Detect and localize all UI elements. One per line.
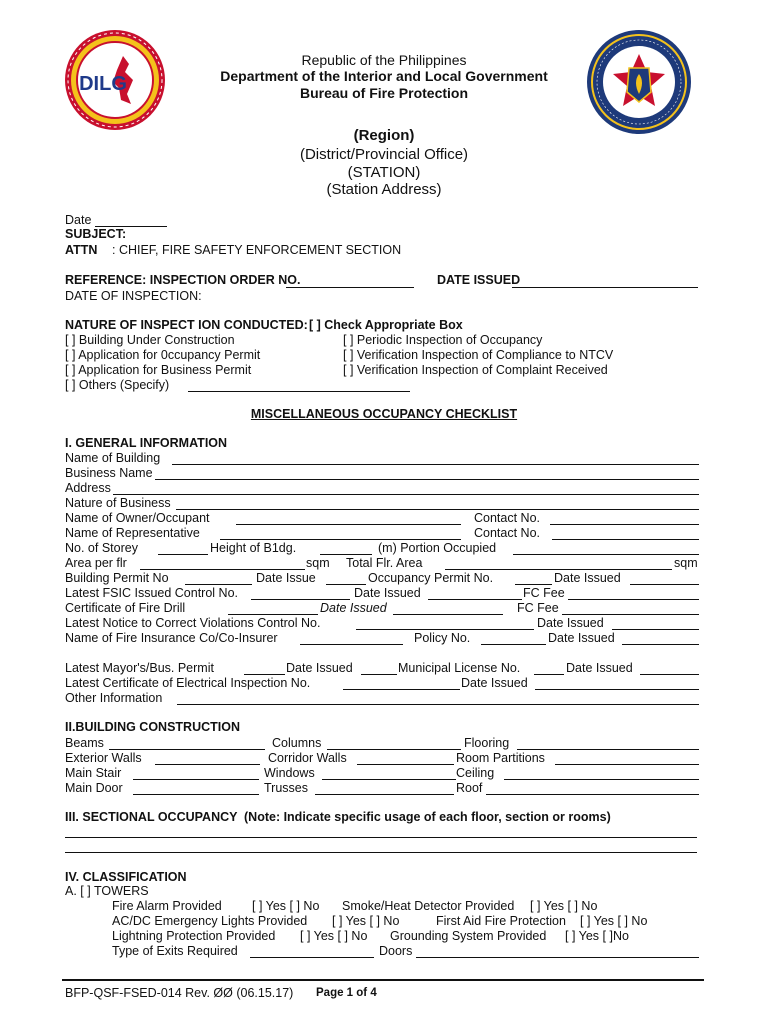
emergency-lights-options[interactable]: [ ] Yes [ ] No — [332, 914, 400, 928]
nature-building-under-construction[interactable]: [ ] Building Under Construction — [65, 333, 235, 347]
name-of-building-label: Name of Building — [65, 451, 161, 465]
classification-title: IV. CLASSIFICATION — [65, 870, 187, 884]
fsic-line[interactable] — [251, 599, 350, 600]
columns-label: Columns — [272, 736, 322, 750]
sectional-line-2[interactable] — [65, 852, 697, 853]
date-issued-label: DATE ISSUED — [437, 273, 521, 287]
smoke-detector-label: Smoke/Heat Detector Provided — [342, 899, 515, 913]
construction-title: II.BUILDING CONSTRUCTION — [65, 720, 240, 734]
nature-others[interactable]: [ ] Others (Specify) — [65, 378, 170, 392]
corridor-walls-line[interactable] — [357, 764, 454, 765]
fsic-label: Latest FSIC Issued Control No. — [65, 586, 238, 600]
nature-check-note: [ ] Check Appropriate Box — [309, 318, 463, 332]
roof-line[interactable] — [486, 794, 699, 795]
fsic-date-issued-line[interactable] — [428, 599, 522, 600]
fire-drill-label: Certificate of Fire Drill — [65, 601, 186, 615]
municipal-label: Municipal License No. — [398, 661, 521, 675]
attn-value: : CHIEF, FIRE SAFETY ENFORCEMENT SECTION — [112, 243, 402, 257]
owner-contact-label: Contact No. — [474, 511, 541, 525]
policy-line[interactable] — [481, 644, 546, 645]
nature-title: NATURE OF INSPECT ION CONDUCTED: — [65, 318, 308, 332]
total-flr-label: Total Flr. Area — [346, 556, 423, 570]
towers-option[interactable]: A. [ ] TOWERS — [65, 884, 149, 898]
fsic-fc-fee-label: FC Fee — [523, 586, 565, 600]
first-aid-options[interactable]: [ ] Yes [ ] No — [580, 914, 648, 928]
representative-label: Name of Representative — [65, 526, 200, 540]
storey-line[interactable] — [158, 554, 208, 555]
footer-rule — [62, 979, 704, 981]
header-office: (District/Provincial Office) — [299, 146, 469, 163]
date-label: Date — [65, 213, 92, 227]
page-number: Page 1 of 4 — [316, 987, 377, 999]
dilg-logo-text: DILG — [79, 73, 127, 95]
header-department: Department of the Interior and Local Government — [220, 68, 548, 84]
other-info-label: Other Information — [65, 691, 163, 705]
electrical-line[interactable] — [343, 689, 460, 690]
bldg-permit-label: Building Permit No — [65, 571, 169, 585]
exterior-walls-label: Exterior Walls — [65, 751, 142, 765]
business-name-line[interactable] — [155, 479, 699, 480]
emergency-lights-label: AC/DC Emergency Lights Provided — [112, 914, 308, 928]
checklist-title: MISCELLANEOUS OCCUPANCY CHECKLIST — [250, 407, 518, 421]
main-stair-label: Main Stair — [65, 766, 122, 780]
date-issued-line[interactable] — [512, 287, 698, 288]
windows-line[interactable] — [322, 779, 456, 780]
municipal-line[interactable] — [534, 674, 564, 675]
nature-of-business-line[interactable] — [176, 509, 699, 510]
fire-alarm-label: Fire Alarm Provided — [112, 899, 222, 913]
header-address: (Station Address) — [326, 181, 442, 198]
general-info-title: I. GENERAL INFORMATION — [65, 436, 228, 450]
fsic-fc-fee-line[interactable] — [568, 599, 699, 600]
ceiling-line[interactable] — [504, 779, 699, 780]
date-of-inspection-label: DATE OF INSPECTION: — [65, 289, 202, 303]
policy-date-issued-label: Date Issued — [548, 631, 615, 645]
bldg-permit-line[interactable] — [185, 584, 252, 585]
mayors-permit-label: Latest Mayor's/Bus. Permit — [65, 661, 214, 675]
owner-label: Name of Owner/Occupant — [65, 511, 210, 525]
reference-label: REFERENCE: INSPECTION ORDER NO. — [65, 273, 301, 287]
bldg-date-issue-label: Date Issue — [256, 571, 316, 585]
windows-label: Windows — [264, 766, 315, 780]
occ-date-issued-label: Date Issued — [554, 571, 621, 585]
fire-alarm-options[interactable]: [ ] Yes [ ] No — [252, 899, 320, 913]
notice-line[interactable] — [356, 629, 534, 630]
nature-of-business-label: Nature of Business — [65, 496, 171, 510]
portion-label: (m) Portion Occupied — [378, 541, 497, 555]
exits-line[interactable] — [250, 957, 374, 958]
insurer-line[interactable] — [300, 644, 403, 645]
header-region: (Region) — [353, 127, 415, 144]
flooring-label: Flooring — [464, 736, 510, 750]
others-specify-line[interactable] — [188, 391, 410, 392]
sectional-line-1[interactable] — [65, 837, 697, 838]
occ-permit-line[interactable] — [515, 584, 552, 585]
trusses-label: Trusses — [264, 781, 308, 795]
header-republic: Republic of the Philippines — [301, 52, 467, 68]
drill-date-issued-line[interactable] — [393, 614, 503, 615]
nature-periodic-inspection[interactable]: [ ] Periodic Inspection of Occupancy — [343, 333, 543, 347]
area-per-flr-line[interactable] — [140, 569, 305, 570]
smoke-detector-options[interactable]: [ ] Yes [ ] No — [530, 899, 598, 913]
owner-line[interactable] — [236, 524, 461, 525]
address-label: Address — [65, 481, 111, 495]
flooring-line[interactable] — [517, 749, 699, 750]
electrical-date-issued-label: Date Issued — [461, 676, 528, 690]
electrical-date-issued-line[interactable] — [535, 689, 699, 690]
municipal-date-issued-label: Date Issued — [566, 661, 633, 675]
representative-contact-label: Contact No. — [474, 526, 541, 540]
address-line[interactable] — [113, 494, 699, 495]
roof-label: Roof — [456, 781, 483, 795]
beams-line[interactable] — [109, 749, 265, 750]
header-station: (STATION) — [347, 164, 421, 181]
form-code: BFP-QSF-FSED-014 Rev. ØØ (06.15.17) — [65, 986, 294, 1000]
room-partitions-line[interactable] — [555, 764, 699, 765]
main-stair-line[interactable] — [133, 779, 259, 780]
business-name-label: Business Name — [65, 466, 153, 480]
mayors-date-issued-line[interactable] — [361, 674, 397, 675]
sectional-note: (Note: Indicate specific usage of each floor, section or rooms) — [244, 810, 611, 824]
policy-label: Policy No. — [414, 631, 471, 645]
drill-date-issued-label: Date Issued — [320, 601, 387, 615]
storey-label: No. of Storey — [65, 541, 138, 555]
lightning-options[interactable]: [ ] Yes [ ] No — [300, 929, 368, 943]
municipal-date-issued-line[interactable] — [640, 674, 699, 675]
corridor-walls-label: Corridor Walls — [268, 751, 347, 765]
ceiling-label: Ceiling — [456, 766, 495, 780]
grounding-label: Grounding System Provided — [390, 929, 547, 943]
fire-drill-line[interactable] — [228, 614, 318, 615]
height-line[interactable] — [320, 554, 372, 555]
drill-fc-fee-line[interactable] — [562, 614, 699, 615]
other-info-line[interactable] — [177, 704, 699, 705]
subject-label: SUBJECT: — [65, 227, 127, 241]
owner-contact-line[interactable] — [550, 524, 699, 525]
doors-label: Doors — [379, 944, 413, 958]
representative-contact-line[interactable] — [552, 539, 699, 540]
room-partitions-label: Room Partitions — [456, 751, 545, 765]
beams-label: Beams — [65, 736, 104, 750]
mayors-permit-line[interactable] — [244, 674, 285, 675]
attn-label: ATTN — [65, 243, 98, 257]
nature-verification-complaint[interactable]: [ ] Verification Inspection of Complaint Received — [343, 363, 608, 377]
notice-date-issued-label: Date Issued — [537, 616, 604, 630]
insurer-label: Name of Fire Insurance Co/Co-Insurer — [65, 631, 278, 645]
exits-label: Type of Exits Required — [112, 944, 238, 958]
sectional-title: III. SECTIONAL OCCUPANCY — [65, 810, 238, 824]
electrical-label: Latest Certificate of Electrical Inspection No. — [65, 676, 311, 690]
fsic-date-issued-label: Date Issued — [354, 586, 421, 600]
total-sqm-label: sqm — [674, 556, 698, 570]
drill-fc-fee-label: FC Fee — [517, 601, 559, 615]
representative-line[interactable] — [220, 539, 461, 540]
grounding-options[interactable]: [ ] Yes [ ]No — [565, 929, 629, 943]
nature-occupancy-permit[interactable]: [ ] Application for 0ccupancy Permit — [65, 348, 261, 362]
occ-date-issued-line[interactable] — [630, 584, 699, 585]
bldg-date-issue-line[interactable] — [326, 584, 366, 585]
columns-line[interactable] — [327, 749, 461, 750]
header-bureau: Bureau of Fire Protection — [299, 85, 469, 101]
main-door-label: Main Door — [65, 781, 123, 795]
policy-date-issued-line[interactable] — [622, 644, 699, 645]
name-of-building-line[interactable] — [172, 464, 699, 465]
nature-business-permit[interactable]: [ ] Application for Business Permit — [65, 363, 252, 377]
first-aid-label: First Aid Fire Protection — [436, 914, 566, 928]
total-flr-line[interactable] — [445, 569, 672, 570]
portion-line[interactable] — [513, 554, 699, 555]
main-door-line[interactable] — [133, 794, 259, 795]
height-label: Height of B1dg. — [210, 541, 297, 555]
doors-line[interactable] — [416, 957, 699, 958]
notice-date-issued-line[interactable] — [612, 629, 699, 630]
nature-verification-ntcv[interactable]: [ ] Verification Inspection of Compliance to NTCV — [343, 348, 614, 362]
area-sqm-label: sqm — [306, 556, 330, 570]
occ-permit-label: Occupancy Permit No. — [368, 571, 494, 585]
mayors-date-issued-label: Date Issued — [286, 661, 353, 675]
lightning-label: Lightning Protection Provided — [112, 929, 276, 943]
trusses-line[interactable] — [315, 794, 454, 795]
notice-label: Latest Notice to Correct Violations Control No. — [65, 616, 321, 630]
exterior-walls-line[interactable] — [155, 764, 260, 765]
area-per-flr-label: Area per flr — [65, 556, 127, 570]
inspection-order-line[interactable] — [286, 287, 414, 288]
